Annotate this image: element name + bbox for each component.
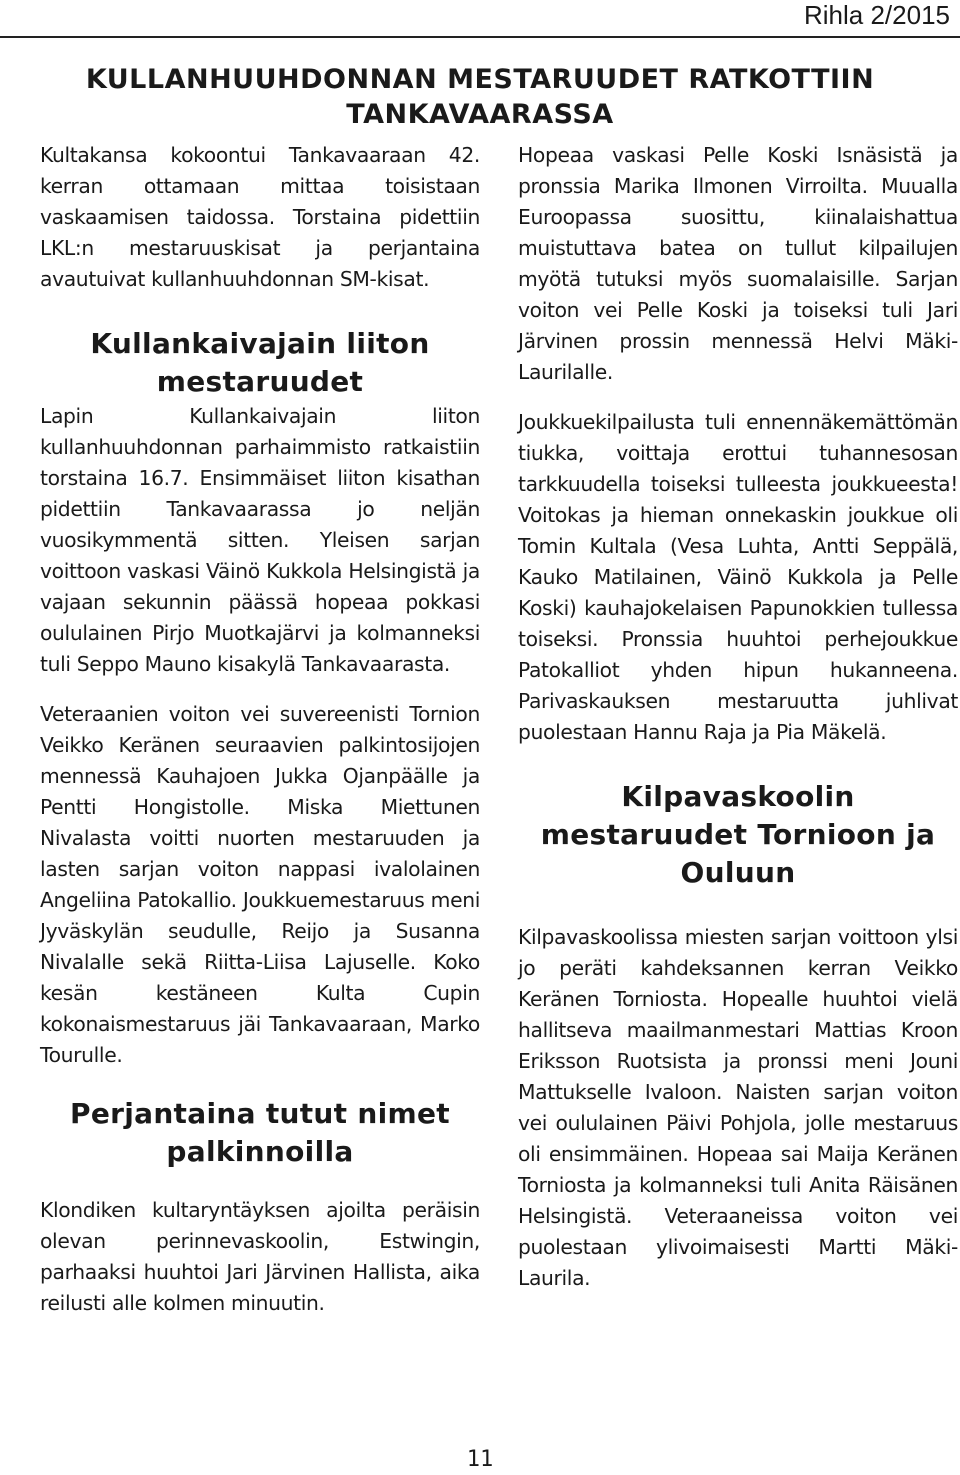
article-title bbox=[40, 62, 920, 132]
page-number: 11 bbox=[466, 1447, 494, 1472]
body-paragraph: Hopeaa vaskasi Pelle Koski Isnäsistä ja pronssia Marika Ilmonen Virroilta. Muualla Euroopassa suosittu, kiinalaishattua muistuttava batea on tullut kilpailujen myötä tutuksi myös suomalaisille. Sarjan voiton vei Pelle Koski ja toiseksi tuli Jari Järvinen prossin mennessä Helvi Mäki-Laurilalle. bbox=[518, 143, 958, 384]
left-column bbox=[40, 140, 480, 1319]
body-paragraph: Veteraanien voiton vei suvereenisti Tornion Veikko Keränen seuraavien palkintosijojen mennessä Kauhajoen Jukka Ojanpäälle ja Pentti Hongistolle. Miska Miettunen Nivalasta voitti nuorten mestaruuden ja lasten sarjan voiton nappasi ivalolainen Angeliina Patokallio. Joukkuemestaruus meni Jyväskylän seudulle, Reijo ja Susanna Nivalalle sekä Riitta-Liisa Lajuselle. Koko kesän kestäneen Kulta Cupin kokonaismestaruus jäi Tankavaaraan, Marko Tourulle. bbox=[40, 702, 480, 1067]
section-heading-line-3: Ouluun bbox=[680, 856, 796, 889]
section-heading-line-2: palkinnoilla bbox=[166, 1135, 354, 1168]
section-heading-line-1: Perjantaina tutut nimet bbox=[70, 1097, 450, 1130]
section-heading-line-2: mestaruudet bbox=[156, 365, 364, 398]
section-heading-kullankaivajain bbox=[40, 325, 480, 401]
intro-paragraph: Kultakansa kokoontui Tankavaaraan 42. kerran ottamaan mittaa toisistaan vaskaamisen taidossa. Torstaina pidettiin LKL:n mestaruuskisat ja perjantaina avautuivat kullanhuuhdonnan SM-kisat. bbox=[40, 143, 480, 291]
header-rule bbox=[0, 36, 960, 38]
body-paragraph: Joukkuekilpailusta tuli ennennäkemättömän tiukka, voittaja erottui tuhannesosan tarkkuudella toiseksi tulleesta joukkueesta! Voitokas ja hieman onnekaskin joukkue oli Tomin Kultala (Vesa Luhta, Antti Seppälä, Kauko Matilainen, Väinö Kukkola ja Pelle Koski) kauhajokelaisen Papunokkien tullessa toiseksi. Pronssia huuhtoi perhejoukkue Patokalliot yhden hipun hukanneena. Parivaskauksen mestaruutta juhlivat puolestaan Hannu Raja ja Pia Mäkelä. bbox=[518, 410, 958, 744]
body-paragraph: Klondiken kultaryntäyksen ajoilta peräisin olevan perinnevaskoolin, Estwingin, parhaaksi huuhtoi Jari Järvinen Hallista, aika reilusti alle kolmen minuutin. bbox=[40, 1198, 480, 1315]
section-heading-line-2: mestaruudet Tornioon ja bbox=[540, 818, 936, 851]
right-column bbox=[518, 140, 958, 1294]
issue-label: Rihla 2/2015 bbox=[804, 0, 950, 30]
body-paragraph: Lapin Kullankaivajain liiton kullanhuuhdonnan parhaimmisto ratkaistiin torstaina 16.7. Ensimmäiset liiton kisathan pidettiin Tankavaarassa jo neljän vuosikymmentä sitten. Yleisen sarjan voittoon vaskasi Väinö Kukkola Helsingistä ja vajaan sekunnin päässä hopeaa pokkasi oululainen Pirjo Muotkajärvi ja kolmanneksi tuli Seppo Mauno kisakylä Tankavaarasta. bbox=[40, 404, 480, 676]
section-heading-line-1: Kilpavaskoolin bbox=[621, 780, 855, 813]
section-heading-kilpavaskoolin bbox=[518, 778, 958, 892]
section-heading-line-1: Kullankaivajain liiton bbox=[90, 327, 430, 360]
article-title-line-1: KULLANHUUHDONNAN MESTARUUDET RATKOTTIIN bbox=[85, 64, 875, 95]
section-heading-perjantaina bbox=[40, 1095, 480, 1171]
article-title-line-2: TANKAVAARASSA bbox=[346, 99, 614, 130]
body-paragraph: Kilpavaskoolissa miesten sarjan voittoon ylsi jo peräti kahdeksannen kerran Veikko Keränen Torniosta. Hopealle huuhtoi vielä hallitseva maailmanmestari Mattias Kroon Eriksson Ruotsista ja pronssi meni Jouni Mattukselle Ivaloon. Naisten sarjan voiton vei oululainen Päivi Pohjola, jolle mestaruus oli ensimmäinen. Hopeaa sai Maija Keränen Torniosta ja kolmanneksi tuli Anita Räisänen Helsingistä. Veteraaneissa voiton vei puolestaan ylivoimaisesti Martti Mäki-Laurila. bbox=[518, 925, 958, 1290]
